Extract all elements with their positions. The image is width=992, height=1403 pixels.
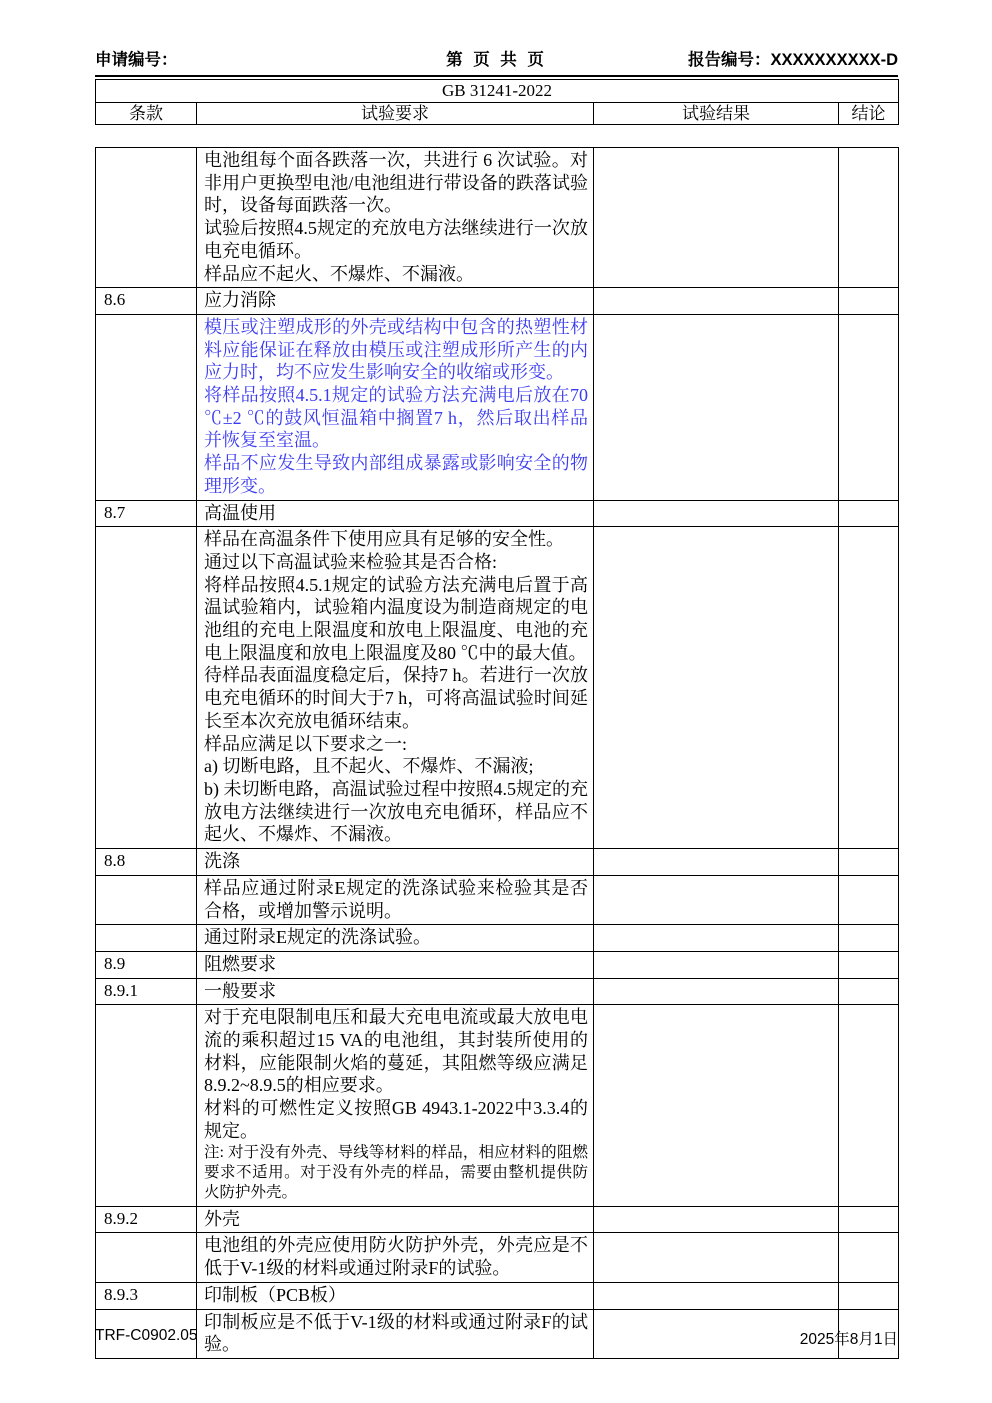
clause-cell: [96, 1005, 197, 1206]
conclusion-cell: [839, 1282, 899, 1309]
table-row: [96, 1206, 899, 1233]
table-row: [96, 1005, 899, 1206]
clause-cell: [96, 527, 197, 849]
requirement-paragraph: 将样品按照4.5.1规定的试验方法充满电后置于高温试验箱内，试验箱内温度设为制造商规定的电池组的充电上限温度和放电上限温度、电池的充电上限温度和放电上限温度及80 ℃中的最大值。: [204, 574, 588, 663]
result-cell: [594, 925, 839, 952]
table-row: [96, 925, 899, 952]
clause-cell: 8.9.3: [96, 1282, 197, 1309]
footer-document-code: TRF-C0902.05: [95, 1327, 198, 1344]
clause-cell: 8.9.1: [96, 978, 197, 1005]
table-row: [96, 288, 899, 315]
requirement-paragraph: 洗涤: [204, 851, 240, 872]
requirement-paragraph: 一般要求: [204, 980, 276, 1001]
requirement-paragraph: a) 切断电路，且不起火、不爆炸、不漏液;: [204, 756, 534, 777]
report-number-label: 报告编号：: [688, 51, 771, 69]
requirement-paragraph: 电池组每个面各跌落一次，共进行 6 次试验。对非用户更换型电池/电池组进行带设备的跌落试验时，设备每面跌落一次。: [204, 150, 588, 216]
column-header-clause: 条款: [96, 103, 197, 125]
standard-row: [96, 80, 899, 103]
conclusion-cell: [839, 849, 899, 876]
requirement-cell: [197, 925, 594, 952]
conclusion-cell: [839, 288, 899, 315]
requirement-cell: [197, 875, 594, 924]
table-row: [96, 951, 899, 978]
requirement-paragraph: 通过以下高温试验来检验其是否合格:: [204, 551, 497, 572]
result-cell: [594, 875, 839, 924]
requirement-cell: [197, 314, 594, 500]
table-row: [96, 527, 899, 849]
report-content: [95, 46, 898, 1359]
clause-cell: [96, 148, 197, 288]
requirement-cell: [197, 148, 594, 288]
column-header-result: 试验结果: [594, 103, 839, 125]
conclusion-cell: [839, 1233, 899, 1282]
requirement-cell: [197, 951, 594, 978]
requirement-cell: [197, 1233, 594, 1282]
requirement-paragraph: b) 未切断电路，高温试验过程中按照4.5规定的充放电方法继续进行一次放电充电循环，样品应不起火、不爆炸、不漏液。: [204, 778, 588, 845]
requirement-paragraph: 试验后按照4.5规定的充放电方法继续进行一次放电充电循环。: [204, 218, 588, 261]
conclusion-cell: [839, 314, 899, 500]
requirement-paragraph: 电池组的外壳应使用防火防护外壳，外壳应是不低于V-1级的材料或通过附录F的试验。: [204, 1235, 588, 1279]
clause-cell: 8.6: [96, 288, 197, 315]
requirement-cell: [197, 500, 594, 527]
requirement-cell: [197, 978, 594, 1005]
result-cell: [594, 288, 839, 315]
requirement-paragraph: 外壳: [204, 1208, 240, 1229]
table-row: [96, 500, 899, 527]
report-number: [628, 46, 898, 70]
requirement-cell: [197, 1206, 594, 1233]
conclusion-cell: [839, 925, 899, 952]
footer-date: 2025年8月1日: [799, 1331, 898, 1348]
requirement-cell: [197, 1282, 594, 1309]
requirement-paragraph: 注: 对于没有外壳、导线等材料的样品，相应材料的阻燃要求不适用。对于没有外壳的样品，需要由整机提供防火防护外壳。: [204, 1143, 588, 1202]
result-cell: [594, 951, 839, 978]
column-header-requirement: 试验要求: [197, 103, 594, 125]
requirement-paragraph: 通过附录E规定的洗涤试验。: [204, 927, 431, 948]
conclusion-cell: [839, 1005, 899, 1206]
result-cell: [594, 1005, 839, 1206]
conclusion-cell: [839, 527, 899, 849]
clause-cell: 8.7: [96, 500, 197, 527]
requirement-paragraph: 材料的可燃性定义按照GB 4943.1-2022中3.3.4的规定。: [204, 1098, 588, 1141]
table-row: [96, 1282, 899, 1309]
requirement-paragraph: 模压或注塑成形的外壳或结构中包含的热塑性材料应能保证在释放由模压或注塑成形所产生的内应力时，均不应发生影响安全的收缩或形变。: [204, 316, 588, 383]
requirement-cell: [197, 1005, 594, 1206]
requirement-cell: [197, 288, 594, 315]
result-cell: [594, 1233, 839, 1282]
requirement-paragraph: 待样品表面温度稳定后，保持7 h。若进行一次放电充电循环的时间大于7 h，可将高温试验时间延长至本次充放电循环结束。: [204, 665, 588, 731]
table-row: [96, 314, 899, 500]
test-requirements-table: [95, 147, 899, 1359]
requirement-paragraph: 样品应不起火、不爆炸、不漏液。: [204, 263, 474, 284]
clause-cell: [96, 875, 197, 924]
conclusion-cell: [839, 978, 899, 1005]
test-table-body: [96, 148, 899, 1359]
requirement-paragraph: 对于充电限制电压和最大充电电流或最大放电电流的乘积超过15 VA的电池组，其封装所使用的材料，应能限制火焰的蔓延，其阻燃等级应满足8.9.2~8.9.5的相应要求。: [204, 1007, 588, 1096]
requirement-paragraph: 样品应满足以下要求之一:: [204, 733, 407, 754]
requirement-paragraph: 印制板（PCB板）: [204, 1284, 347, 1305]
column-header-row: [96, 103, 899, 125]
clause-cell: [96, 314, 197, 500]
conclusion-cell: [839, 951, 899, 978]
result-cell: [594, 148, 839, 288]
table-row: [96, 875, 899, 924]
clause-cell: 8.9.2: [96, 1206, 197, 1233]
clause-cell: [96, 925, 197, 952]
requirement-paragraph: 高温使用: [204, 502, 276, 523]
result-cell: [594, 314, 839, 500]
conclusion-cell: [839, 148, 899, 288]
result-cell: [594, 978, 839, 1005]
requirement-paragraph: 应力消除: [204, 290, 276, 311]
clause-cell: 8.8: [96, 849, 197, 876]
requirement-paragraph: 将样品按照4.5.1规定的试验方法充满电后放在70 ℃±2 ℃的鼓风恒温箱中搁置7 h，然后取出样品并恢复至室温。: [204, 385, 588, 451]
requirement-cell: [197, 849, 594, 876]
table-row: [96, 148, 899, 288]
page-top-header: [95, 46, 898, 77]
conclusion-cell: [839, 500, 899, 527]
page-counter: 第 页 共 页: [446, 51, 547, 69]
conclusion-cell: [839, 1206, 899, 1233]
table-row: [96, 978, 899, 1005]
column-header-conclusion: 结论: [839, 103, 899, 125]
table-row: [96, 849, 899, 876]
report-number-value: XXXXXXXXXX-D: [770, 51, 898, 69]
standard-name: GB 31241-2022: [96, 80, 899, 103]
requirement-cell: [197, 527, 594, 849]
result-cell: [594, 527, 839, 849]
result-cell: [594, 1206, 839, 1233]
result-cell: [594, 849, 839, 876]
requirement-paragraph: 样品不应发生导致内部组成暴露或影响安全的物理形变。: [204, 453, 588, 496]
requirement-paragraph: 样品在高温条件下使用应具有足够的安全性。: [204, 529, 564, 550]
requirement-paragraph: 样品应通过附录E规定的洗涤试验来检验其是否合格，或增加警示说明。: [204, 877, 588, 921]
conclusion-cell: [839, 875, 899, 924]
requirement-paragraph: 印制板应是不低于V-1级的材料或通过附录F的试验。: [204, 1311, 588, 1355]
table-row: [96, 1233, 899, 1282]
standard-header-table: [95, 79, 899, 125]
clause-cell: 8.9: [96, 951, 197, 978]
clause-cell: [96, 1233, 197, 1282]
application-number-label: 申请编号：: [95, 51, 178, 69]
requirement-paragraph: 阻燃要求: [204, 953, 276, 974]
result-cell: [594, 1282, 839, 1309]
result-cell: [594, 500, 839, 527]
